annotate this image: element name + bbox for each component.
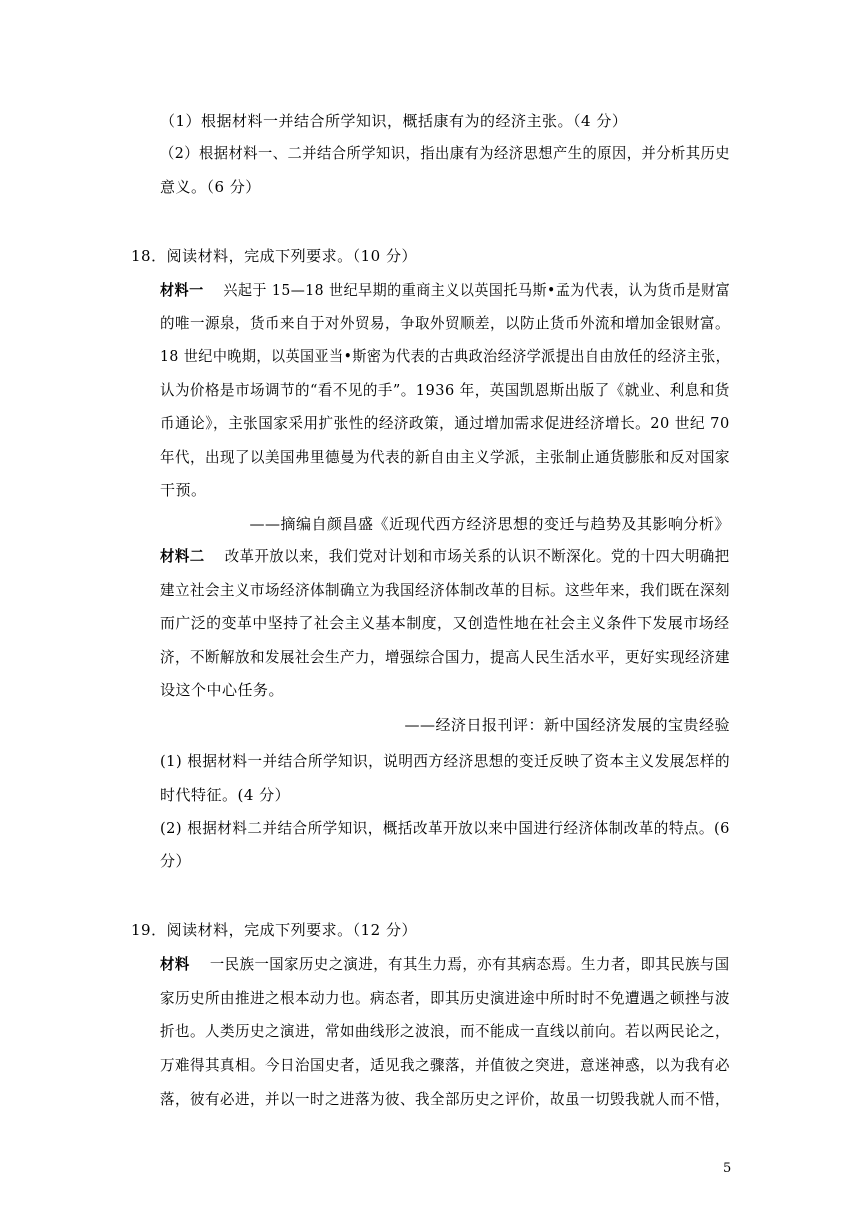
q18-question-line: 时代特征。(4 分） [160,786,291,804]
question-line: （2）根据材料一、二并结合所学知识，指出康有为经济思想产生的原因，并分析其历史 [160,144,731,162]
q18-material2-text: 改革开放以来，我们党对计划和市场关系的认识不断深化。党的十四大明确把 [224,547,730,565]
question-line: （1）根据材料一并结合所学知识，概括康有为的经济主张。（4 分） [160,112,628,130]
q18-question-line: (2) 根据材料二并结合所学知识，概括改革开放以来中国进行经济体制改革的特点。(6 [160,819,730,837]
q18-question-line: (1) 根据材料一并结合所学知识，说明西方经济思想的变迁反映了资本主义发展怎样的 [160,752,731,770]
q19-material-text: 一民族一国家历史之演进，有其生力焉，亦有其病态焉。生力者，即其民族与国 [209,955,730,973]
q18-material1-line: 认为价格是市场调节的“看不见的手”。1936 年，英国凯恩斯出版了《就业、利息和货 [160,381,730,399]
q18-heading: 18．阅读材料，完成下列要求。（10 分） [131,247,417,265]
q18-material1-text: 兴起于 15—18 世纪早期的重商主义以英国托马斯•孟为代表，认为货币是财富 [223,281,731,299]
q19-material-line: 家历史所由推进之根本动力也。病态者，即其历史演进途中所时时不免遭遇之顿挫与波 [160,989,730,1007]
q19-material-line: 落，彼有必进，并以一时之进落为彼、我全部历史之评价，故虽一切毁我就人而不惜， [160,1090,730,1108]
q18-material1-line: 干预。 [160,481,207,499]
q18-material1-source: ——摘编自颜昌盛《近现代西方经济思想的变迁与趋势及其影响分析》 [249,515,730,533]
question-line: 意义。（6 分） [160,178,261,196]
q18-material2-line: 设这个中心任务。 [160,681,285,699]
q19-material-line: 万难得其真相。今日治国史者，适见我之骤落，并值彼之突进，意迷神惑，以为我有必 [160,1056,730,1074]
page-number: 5 [723,1161,732,1176]
q18-material2-source: ——经济日报刊评：新中国经济发展的宝贵经验 [404,716,730,734]
q18-material1-line: 18 世纪中晚期，以英国亚当•斯密为代表的古典政治经济学派提出自由放任的经济主张， [160,347,731,365]
q18-material1-line: 的唯一源泉，货币来自于对外贸易，争取外贸顺差，以防止货币外流和增加金银财富。 [160,314,730,332]
q18-material2-line: 建立社会主义市场经济体制确立为我国经济体制改革的目标。这些年来，我们既在深刻 [160,581,730,599]
q18-material1-line: 币通论》，主张国家采用扩张性的经济政策，通过增加需求促进经济增长。20 世纪 70 [160,414,730,432]
q18-material1-line: 年代，出现了以美国弗里德曼为代表的新自由主义学派，主张制止通货膨胀和反对国家 [160,448,730,466]
q19-material-line: 折也。人类历史之演进，常如曲线形之波浪，而不能成一直线以前向。若以两民论之， [160,1022,730,1040]
q18-material1-label: 材料一 [160,281,204,299]
q18-material2-first-line [160,546,730,566]
q19-material-label: 材料 [160,955,190,973]
q18-material2-line: 济，不断解放和发展社会生产力，增强综合国力，提高人民生活水平，更好实现经济建 [160,648,730,666]
q18-material2-label: 材料二 [160,547,205,565]
q19-heading: 19．阅读材料，完成下列要求。（12 分） [131,921,417,939]
q18-question-line: 分） [160,852,192,870]
q19-material-first-line [160,954,730,974]
q18-material1-first-line [160,280,730,300]
q18-material2-line: 而广泛的变革中坚持了社会主义基本制度，又创造性地在社会主义条件下发展市场经 [160,614,730,632]
